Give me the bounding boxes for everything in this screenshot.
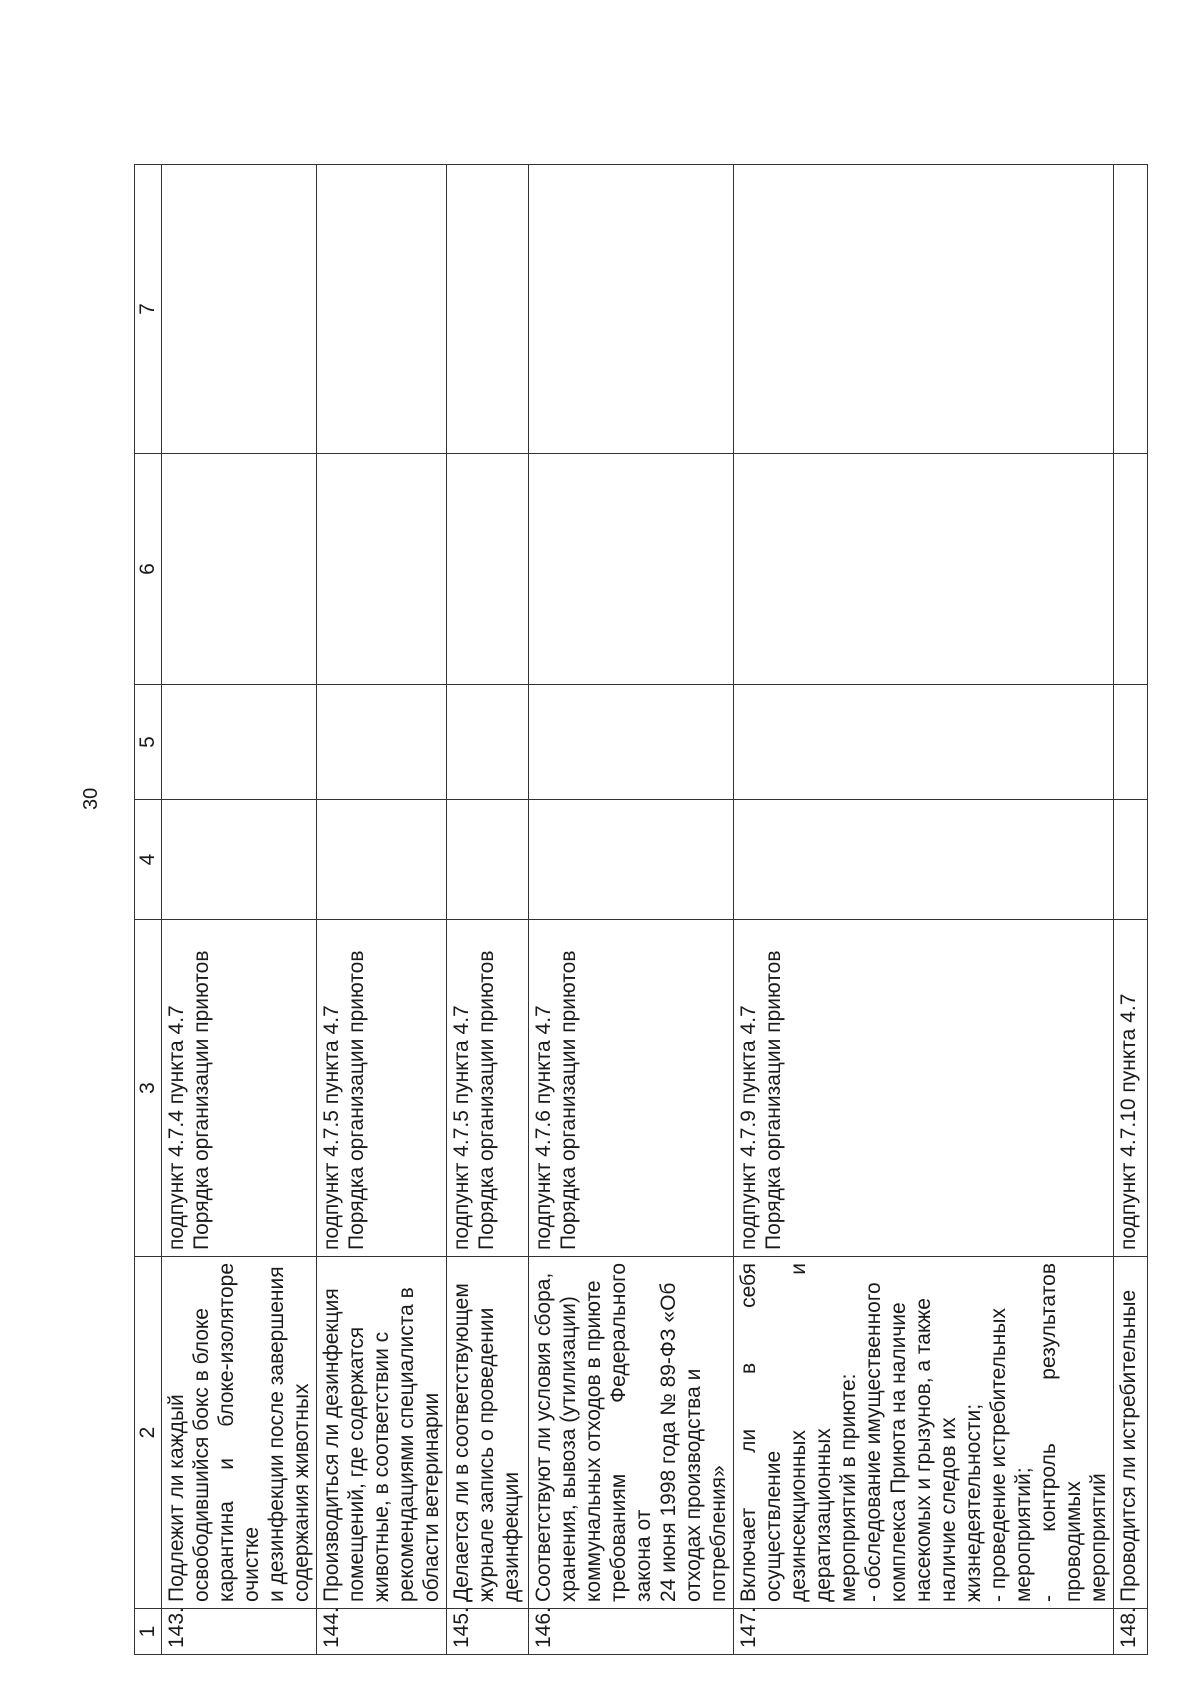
row-number: 145. [447,1609,529,1655]
question-cell [317,1257,447,1609]
answer-cell-5 [734,685,1114,800]
table-row [447,165,529,1655]
question-line: Включает ли в себя осуществление [737,1263,785,1602]
answer-cell-6 [162,454,317,685]
question-line: мероприятий в приюте: [837,1373,860,1602]
row-number: 144. [317,1609,447,1655]
question-cell [734,1257,1114,1609]
row-number: 146. [529,1609,734,1655]
norm-reference-cell [317,920,447,1257]
answer-cell-4 [447,800,529,920]
answer-cell-4 [317,800,447,920]
question-cell [1114,1257,1148,1609]
answer-cell-5 [162,685,317,800]
question-cell [529,1257,734,1609]
answer-cell-6 [734,454,1114,685]
answer-cell-4 [162,800,317,920]
table-row [1114,165,1148,1655]
norm-line: Порядка организации приютов [190,950,213,1250]
norm-line: подпункт 4.7.9 пункта 4.7 [737,1005,760,1250]
answer-cell-5 [447,685,529,800]
column-header: 4 [135,800,162,920]
question-line: дезинсекционных и дератизационных [787,1263,835,1602]
question-cell [447,1257,529,1609]
row-number: 143. [162,1609,317,1655]
norm-line: подпункт 4.7.10 пункта 4.7 [1117,993,1140,1250]
table-row [317,165,447,1655]
checklist-table [134,164,1148,1655]
column-header: 3 [135,920,162,1257]
answer-cell-4 [529,800,734,920]
question-line: - обследование имущественного [862,1282,885,1602]
norm-reference-cell [447,920,529,1257]
header-row [135,165,162,1655]
question-line: области ветеринарии [420,1392,443,1602]
question-line: требованиям Федерального закона от [607,1263,655,1602]
column-header: 2 [135,1257,162,1609]
column-header: 5 [135,685,162,800]
norm-line: Порядка организации приютов [475,950,498,1250]
norm-line: Порядка организации приютов [762,950,785,1250]
answer-cell-4 [734,800,1114,920]
norm-reference-cell [529,920,734,1257]
question-line: дезинфекции [500,1471,523,1602]
answer-cell-6 [1114,454,1148,685]
norm-line: подпункт 4.7.5 пункта 4.7 [450,1005,473,1250]
answer-cell-5 [1114,685,1148,800]
table-row [162,165,317,1655]
page-number: 30 [80,787,102,810]
question-line: 24 июня 1998 года № 89-ФЗ «Об [657,1282,680,1602]
answer-cell-5 [317,685,447,800]
norm-reference-cell [1114,920,1148,1257]
answer-cell-6 [529,454,734,685]
answer-cell-5 [529,685,734,800]
question-line: жизнедеятельности; [962,1403,985,1602]
question-cell [162,1257,317,1609]
norm-reference-cell [162,920,317,1257]
answer-cell-7 [529,165,734,454]
question-line: потребления» [707,1465,730,1602]
table-row [529,165,734,1655]
question-line: коммунальных отходов в приюте [582,1280,605,1602]
question-line: отходах производства и [682,1368,705,1602]
answer-cell-4 [1114,800,1148,920]
question-line: Делается ли в соответствующем [450,1283,473,1602]
norm-line: подпункт 4.7.5 пункта 4.7 [320,1005,343,1250]
row-number: 148. [1114,1609,1148,1655]
answer-cell-7 [447,165,529,454]
answer-cell-7 [162,165,317,454]
table-row [734,165,1114,1655]
question-line: освободившийся бокс в блоке [190,1308,213,1602]
question-line: наличие следов их [937,1417,960,1602]
question-line: - проведение истребительных [987,1308,1010,1602]
column-header: 1 [135,1609,162,1655]
row-number: 147. [734,1609,1114,1655]
question-line: Подлежит ли каждый [165,1394,188,1602]
question-line: Производиться ли дезинфекция [320,1288,343,1602]
column-header: 7 [135,165,162,454]
question-line: журнале запись о проведении [475,1307,498,1602]
question-line: и дезинфекции после завершения [265,1266,288,1602]
answer-cell-6 [447,454,529,685]
answer-cell-6 [317,454,447,685]
question-line: Соответствуют ли условия сбора, [532,1272,555,1602]
question-line: - контроль результатов проводимых [1037,1263,1085,1602]
answer-cell-7 [1114,165,1148,454]
question-line: мероприятий [1087,1473,1110,1602]
answer-cell-7 [317,165,447,454]
question-line: помещений, где содержатся [345,1326,368,1602]
question-line: насекомых и грызунов, а также [912,1298,935,1602]
question-line: содержания животных [290,1383,313,1602]
rotated-table-container [134,165,1140,1655]
norm-line: подпункт 4.7.4 пункта 4.7 [165,1005,188,1250]
question-line: хранения, вывоза (утилизации) [557,1296,580,1602]
question-line: Проводится ли истребительные [1117,1289,1140,1602]
norm-line: Порядка организации приютов [557,950,580,1250]
question-line: карантина и блоке-изоляторе очистке [215,1263,263,1602]
column-header: 6 [135,454,162,685]
norm-line: подпункт 4.7.6 пункта 4.7 [532,1005,555,1250]
norm-line: Порядка организации приютов [345,950,368,1250]
question-line: рекомендациями специалиста в [395,1287,418,1602]
question-line: мероприятий; [1012,1467,1035,1602]
answer-cell-7 [734,165,1114,454]
norm-reference-cell [734,920,1114,1257]
question-line: комплекса Приюта на наличие [887,1302,910,1602]
question-line: животные, в соответствии с [370,1331,393,1602]
